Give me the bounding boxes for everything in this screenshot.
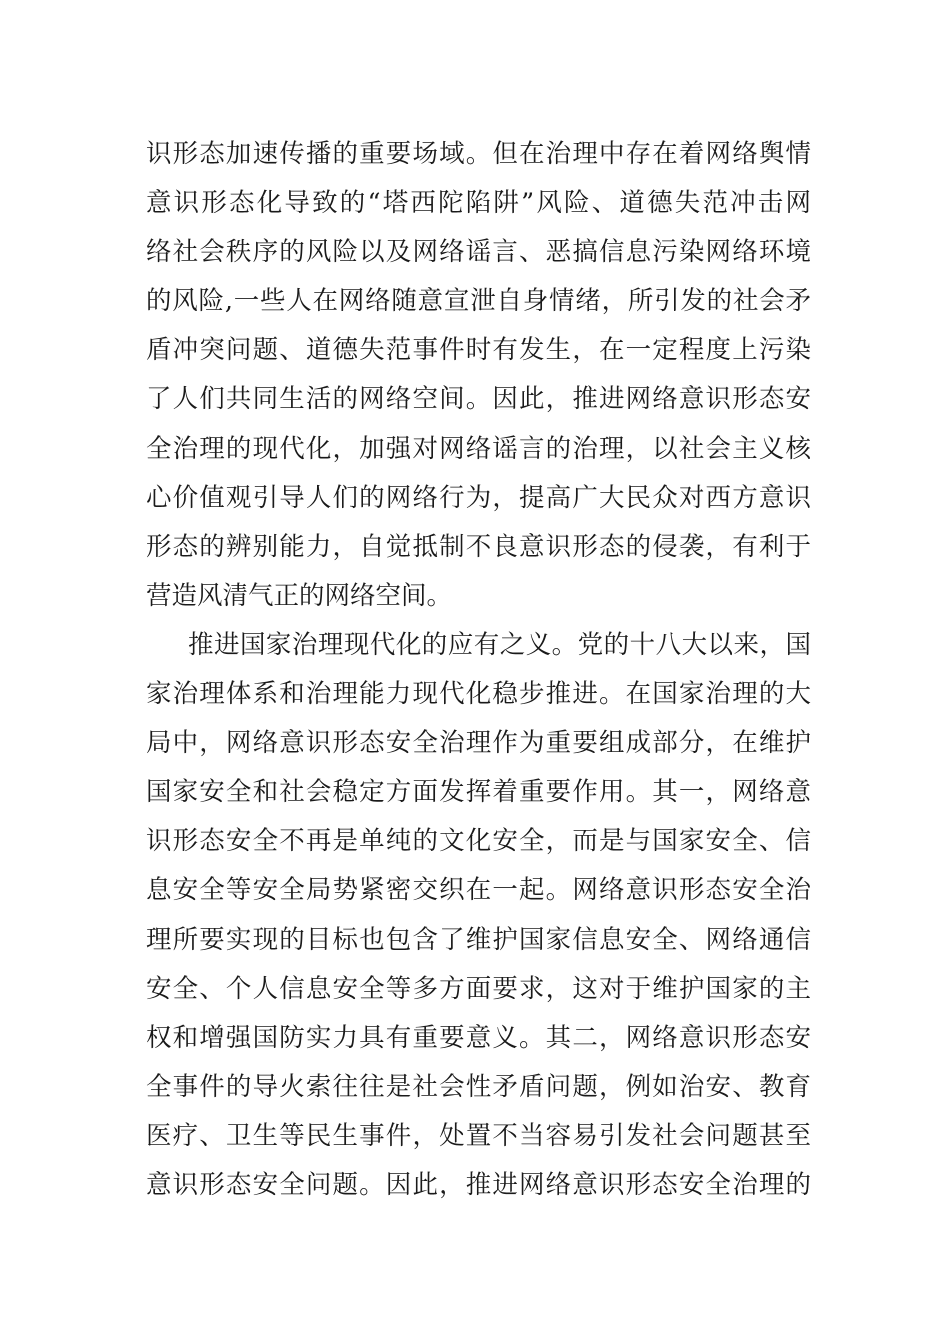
text-line: 推进国家治理现代化的应有之义。党的十八大以来，国 bbox=[188, 629, 811, 660]
text-line: 的风险,一些人在网络随意宣泄自身情绪，所引发的社会矛 bbox=[146, 286, 811, 317]
text-line: 了人们共同生活的网络空间。因此，推进网络意识形态安 bbox=[146, 384, 811, 415]
text-line: 意识形态化导致的“塔西陀陷阱”风险、道德失范冲击网 bbox=[146, 188, 811, 219]
text-line: 识形态加速传播的重要场域。但在治理中存在着网络舆情 bbox=[146, 139, 811, 169]
text-line: 盾冲突问题、道德失范事件时有发生，在一定程度上污染 bbox=[146, 335, 811, 366]
text-line: 意识形态安全问题。因此，推进网络意识形态安全治理的 bbox=[146, 1169, 811, 1200]
text-line: 家治理体系和治理能力现代化稳步推进。在国家治理的大 bbox=[146, 679, 811, 710]
text-line: 理所要实现的目标也包含了维护国家信息安全、网络通信 bbox=[146, 924, 811, 955]
text-line: 权和增强国防实力具有重要意义。其二，网络意识形态安 bbox=[146, 1022, 811, 1053]
text-line: 局中，网络意识形态安全治理作为重要组成部分，在维护 bbox=[146, 728, 811, 759]
text-line: 息安全等安全局势紧密交织在一起。网络意识形态安全治 bbox=[146, 875, 811, 906]
text-line: 形态的辨别能力，自觉抵制不良意识形态的侵袭，有利于 bbox=[146, 531, 811, 562]
text-line: 心价值观引导人们的网络行为，提高广大民众对西方意识 bbox=[146, 482, 811, 513]
paragraph-2 bbox=[146, 621, 811, 1210]
document-body bbox=[146, 130, 811, 1210]
text-line: 医疗、卫生等民生事件，处置不当容易引发社会问题甚至 bbox=[146, 1120, 811, 1151]
text-line: 安全、个人信息安全等多方面要求，这对于维护国家的主 bbox=[146, 973, 811, 1004]
text-line: 国家安全和社会稳定方面发挥着重要作用。其一，网络意 bbox=[146, 777, 811, 808]
text-line: 营造风清气正的网络空间。 bbox=[146, 580, 453, 611]
text-line: 识形态安全不再是单纯的文化安全，而是与国家安全、信 bbox=[146, 826, 811, 857]
text-line: 全治理的现代化，加强对网络谣言的治理，以社会主义核 bbox=[146, 433, 811, 464]
paragraph-1 bbox=[146, 130, 811, 621]
text-line: 全事件的导火索往往是社会性矛盾问题，例如治安、教育 bbox=[146, 1071, 811, 1102]
text-line: 络社会秩序的风险以及网络谣言、恶搞信息污染网络环境 bbox=[146, 237, 811, 268]
